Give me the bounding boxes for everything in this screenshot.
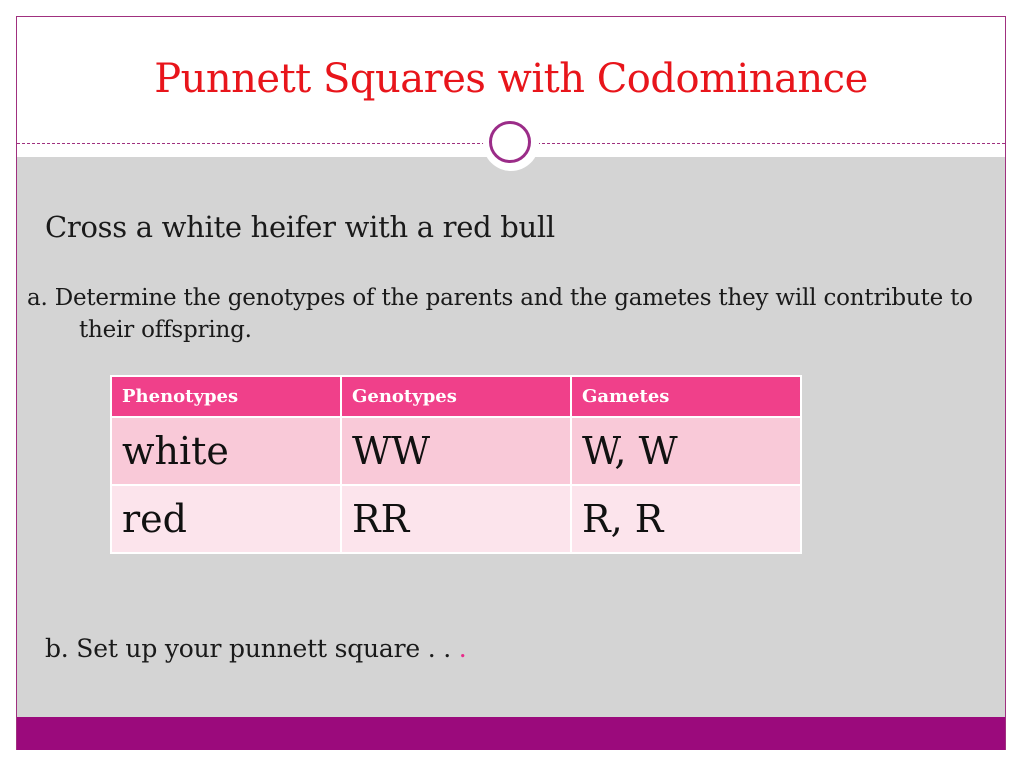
table-row [111, 485, 801, 553]
table-row [111, 417, 801, 485]
circle-ornament-icon [483, 115, 539, 171]
column-header: Gametes [571, 376, 801, 417]
accent-dot: . [458, 634, 467, 663]
ring-icon [489, 121, 531, 163]
question-a: a. Determine the genotypes of the parents and the gametes they will contribute to their offspring. [27, 285, 973, 343]
question-b-text: b. Set up your punnett square . . [45, 634, 459, 663]
table-cell: WW [341, 417, 571, 485]
cross-prompt: Cross a white heifer with a red bull [45, 210, 555, 244]
question-b [45, 634, 466, 663]
table-header-row [111, 376, 801, 417]
table-cell: red [111, 485, 341, 553]
table-cell: RR [341, 485, 571, 553]
slide-title: Punnett Squares with Codominance [154, 56, 868, 102]
column-header: Genotypes [341, 376, 571, 417]
genotype-table [110, 375, 802, 554]
column-header: Phenotypes [111, 376, 341, 417]
footer-bar [17, 717, 1005, 750]
table-cell: R, R [571, 485, 801, 553]
table-cell: white [111, 417, 341, 485]
table-cell: W, W [571, 417, 801, 485]
